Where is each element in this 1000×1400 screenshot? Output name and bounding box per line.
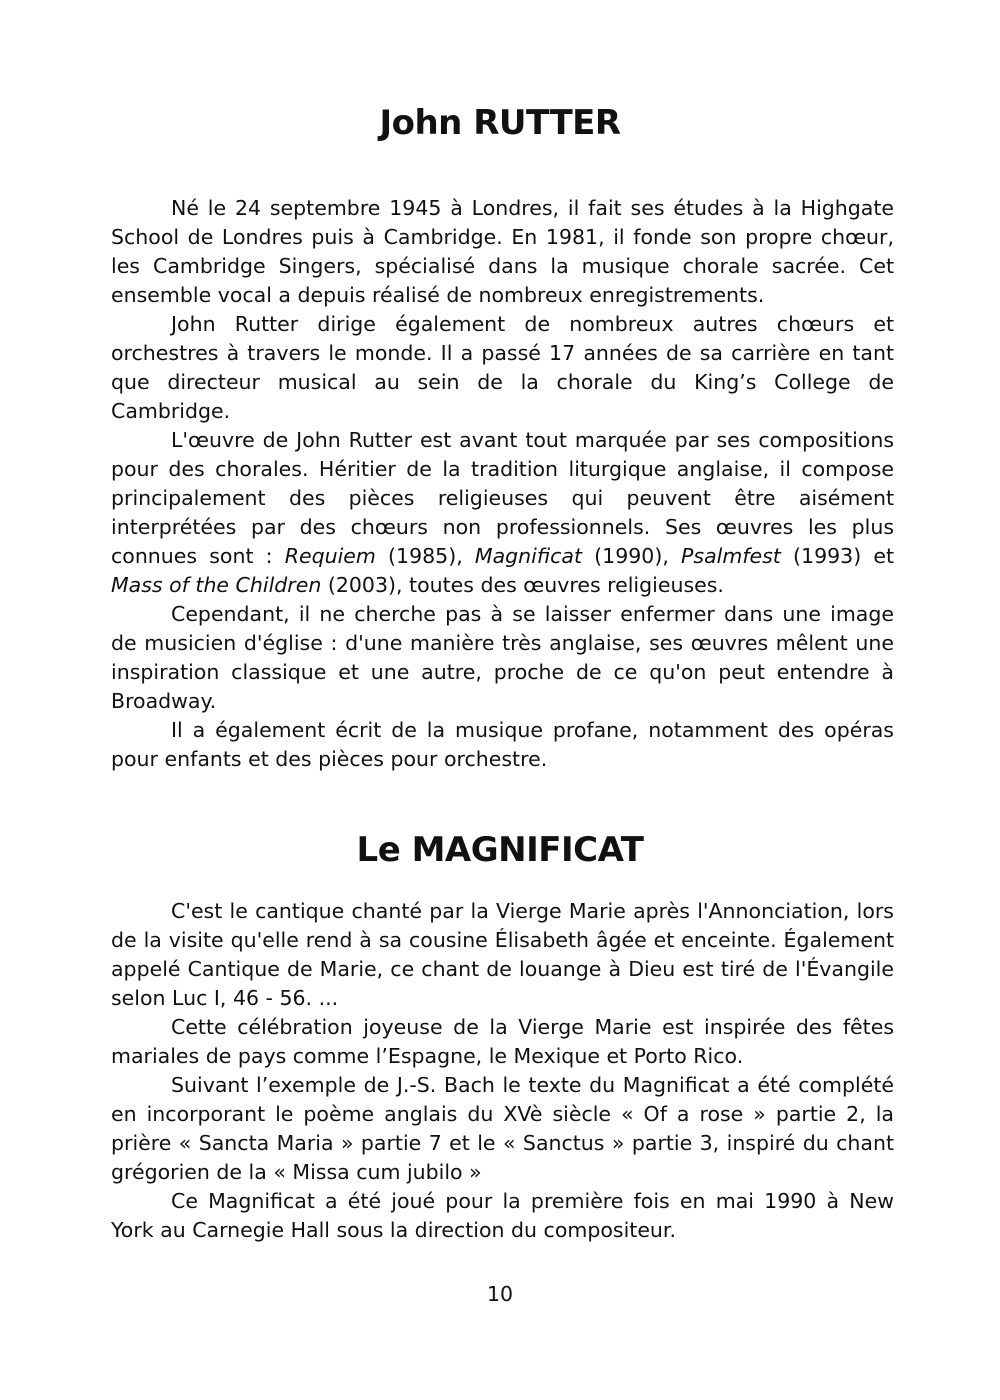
page-number: 10 xyxy=(486,1282,514,1306)
text-run: (1985), xyxy=(375,544,475,568)
composer-biography xyxy=(111,194,894,774)
paragraph: Né le 24 septembre 1945 à Londres, il fait ses études à la Highgate School de Londres puis à Cambridge. En 1981, il fonde son propre chœur, les Cambridge Singers, spécialisé dans la musique chorale sacrée. Cet ensemble vocal a depuis réalisé de nombreux enregistrements. xyxy=(111,196,894,307)
paragraph: Suivant l’exemple de J.-S. Bach le texte du Magnificat a été complété en incorporant le poème anglais du XVè siècle « Of a rose » partie 2, la prière « Sancta Maria » partie 7 et le « Sanctus » partie 3, inspiré du chant grégorien de la « Missa cum jubilo » xyxy=(111,1073,894,1184)
paragraph: C'est le cantique chanté par la Vierge Marie après l'Annonciation, lors de la visite qu'elle rend à sa cousine Élisabeth âgée et enceinte. Également appelé Cantique de Marie, ce chant de louange à Dieu est tiré de l'Évangile selon Luc I, 46 - 56. ... xyxy=(111,899,894,1010)
paragraph: Cette célébration joyeuse de la Vierge Marie est inspirée des fêtes mariales de pays comme l’Espagne, le Mexique et Porto Rico. xyxy=(111,1015,894,1068)
work-title: Magnificat xyxy=(474,544,582,568)
section-heading-john-rutter: John RUTTER xyxy=(379,103,621,143)
paragraph: John Rutter dirige également de nombreux autres chœurs et orchestres à travers le monde. Il a passé 17 années de sa carrière en tant que directeur musical au sein de la chorale du King’s College de Cambridge. xyxy=(111,312,894,423)
work-title: Mass of the Children xyxy=(111,573,322,597)
text-run: (1993) et xyxy=(780,544,895,568)
text-run: (2003), toutes des œuvres religieuses. xyxy=(321,573,724,597)
magnificat-description xyxy=(111,897,894,1245)
text-run: (1990), xyxy=(582,544,682,568)
paragraph: Ce Magnificat a été joué pour la première fois en mai 1990 à New York au Carnegie Hall sous la direction du compositeur. xyxy=(111,1189,894,1242)
work-title: Requiem xyxy=(284,544,376,568)
paragraph-works xyxy=(111,426,894,600)
text-run: L'œuvre de John Rutter est avant tout marquée par ses compositions pour des chorales. Héritier de la tradition liturgique anglaise, il compose principalement des pièces religieuses qui peuvent être aisément interprétées par des chœurs non professionnels. Ses œuvres les plus connues sont : xyxy=(111,428,894,568)
paragraph: Cependant, il ne cherche pas à se laisser enfermer dans une image de musicien d'église : d'une manière très anglaise, ses œuvres mêlent une inspiration classique et une autre, proche de ce qu'on peut entendre à Broadway. xyxy=(111,602,894,713)
section-heading-magnificat: Le MAGNIFICAT xyxy=(356,830,644,870)
paragraph: Il a également écrit de la musique profane, notamment des opéras pour enfants et des pièces pour orchestre. xyxy=(111,718,894,771)
work-title: Psalmfest xyxy=(681,544,781,568)
